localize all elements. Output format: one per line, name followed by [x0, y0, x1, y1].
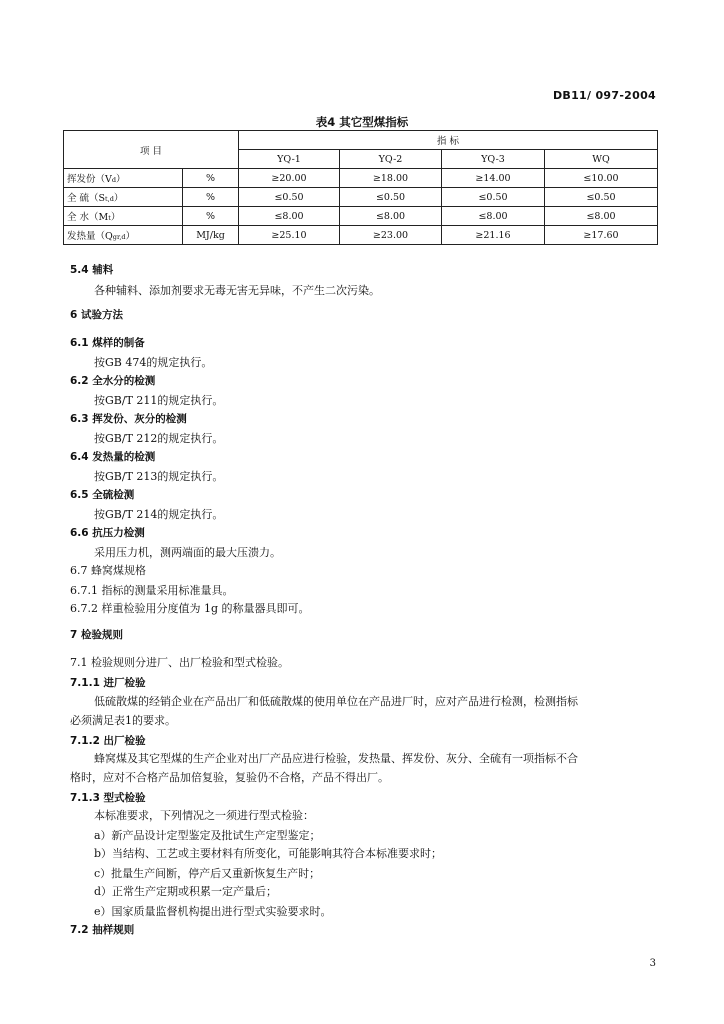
coal-index-table — [63, 130, 658, 245]
body-text: 7.1 检验规则分进厂、出厂检验和型式检验。 — [70, 656, 289, 669]
cell-value: ≥20.00 — [239, 169, 340, 188]
body-text: 格时，应对不合格产品加倍复验，复验仍不合格，产品不得出厂。 — [70, 771, 389, 784]
body-text: 按GB/T 211的规定执行。 — [94, 394, 224, 407]
body-text: 6.7 蜂窝煤规格 — [70, 564, 146, 577]
section-heading: 6.2 全水分的检测 — [70, 375, 156, 387]
row-label-close: ） — [113, 193, 124, 204]
body-text: 6.7.1 指标的测量采用标准量具。 — [70, 584, 234, 597]
body-text: d）正常生产定期或积累一定产量后； — [94, 885, 278, 898]
section-heading: 6.1 煤样的制备 — [70, 337, 145, 349]
body-text: 6.7.2 样重检验用分度值为 1g 的称量器具即可。 — [70, 602, 310, 615]
grade-column-header: YQ-2 — [340, 150, 442, 169]
section-heading: 6 试验方法 — [70, 309, 123, 321]
index-header: 指 标 — [239, 131, 658, 150]
cell-value: ≤8.00 — [545, 207, 658, 226]
body-text: a）新产品设计定型鉴定及批试生产定型鉴定； — [94, 829, 321, 842]
grade-column-header: YQ-3 — [442, 150, 545, 169]
row-label-subscript: t — [108, 214, 111, 222]
body-text: 按GB/T 212的规定执行。 — [94, 432, 224, 445]
table-row — [64, 226, 658, 245]
cell-value: ≤0.50 — [239, 188, 340, 207]
row-unit: MJ/kg — [183, 226, 239, 245]
section-heading: 5.4 辅料 — [70, 264, 114, 276]
table-row — [64, 207, 658, 226]
cell-value: ≥17.60 — [545, 226, 658, 245]
document-code: DB11/ 097-2004 — [552, 89, 656, 102]
row-label-subscript: t,d — [105, 195, 114, 203]
table-row — [64, 169, 658, 188]
body-text: 蜂窝煤及其它型煤的生产企业对出厂产品应进行检验，发热量、挥发份、灰分、全硫有一项指标不合 — [94, 752, 578, 765]
section-heading: 6.3 挥发份、灰分的检测 — [70, 413, 187, 425]
row-label-text: 挥发份（V — [67, 174, 112, 185]
row-label-close: ） — [125, 231, 136, 242]
row-label — [64, 207, 183, 226]
cell-value: ≥25.10 — [239, 226, 340, 245]
section-heading: 6.4 发热量的检测 — [70, 451, 156, 463]
cell-value: ≤8.00 — [340, 207, 442, 226]
cell-value: ≤8.00 — [239, 207, 340, 226]
row-label-text: 全 硫（S — [67, 193, 106, 204]
body-text: 按GB 474的规定执行。 — [94, 356, 213, 369]
grade-column-header: WQ — [545, 150, 658, 169]
body-text: 按GB/T 213的规定执行。 — [94, 470, 224, 483]
body-text: 必须满足表1的要求。 — [70, 714, 176, 727]
table-title: 表4 其它型煤指标 — [315, 115, 409, 129]
cell-value: ≤0.50 — [442, 188, 545, 207]
section-heading: 6.5 全硫检测 — [70, 489, 135, 501]
row-label — [64, 169, 183, 188]
cell-value: ≥23.00 — [340, 226, 442, 245]
body-text: c）批量生产间断，停产后又重新恢复生产时； — [94, 867, 321, 880]
page-number: 3 — [649, 958, 656, 969]
row-label-close: ） — [110, 212, 121, 223]
body-text: 各种辅料、添加剂要求无毒无害无异味，不产生二次污染。 — [94, 284, 380, 297]
row-label — [64, 226, 183, 245]
row-label-subscript: gr,d — [112, 233, 126, 241]
row-label-text: 全 水（M — [67, 212, 109, 223]
row-unit: % — [183, 169, 239, 188]
row-label-text: 发热量（Q — [67, 231, 113, 242]
body-text: b）当结构、工艺或主要材料有所变化，可能影响其符合本标准要求时； — [94, 847, 443, 860]
cell-value: ≥21.16 — [442, 226, 545, 245]
body-text: 采用压力机，测两端面的最大压溃力。 — [94, 546, 281, 559]
row-unit: % — [183, 207, 239, 226]
table-row — [64, 188, 658, 207]
row-label — [64, 188, 183, 207]
cell-value: ≤8.00 — [442, 207, 545, 226]
body-text: 低硫散煤的经销企业在产品出厂和低硫散煤的使用单位在产品进厂时，应对产品进行检测，检测指标 — [94, 695, 578, 708]
cell-value: ≤10.00 — [545, 169, 658, 188]
row-label-subscript: d — [111, 176, 117, 184]
section-heading: 7.1.2 出厂检验 — [70, 735, 146, 747]
cell-value: ≥18.00 — [340, 169, 442, 188]
cell-value: ≤0.50 — [340, 188, 442, 207]
row-label-close: ） — [116, 174, 126, 185]
section-heading: 6.6 抗压力检测 — [70, 527, 145, 539]
cell-value: ≤0.50 — [545, 188, 658, 207]
item-header: 项 目 — [64, 131, 239, 169]
section-heading: 7.1.1 进厂检验 — [70, 677, 146, 689]
body-text: 本标准要求，下列情况之一须进行型式检验： — [94, 809, 314, 822]
row-unit: % — [183, 188, 239, 207]
body-text: 按GB/T 214的规定执行。 — [94, 508, 224, 521]
grade-column-header: YQ-1 — [239, 150, 340, 169]
body-text: e）国家质量监督机构提出进行型式实验要求时。 — [94, 905, 332, 918]
section-heading: 7.1.3 型式检验 — [70, 792, 146, 804]
section-heading: 7 检验规则 — [70, 629, 123, 641]
cell-value: ≥14.00 — [442, 169, 545, 188]
section-heading: 7.2 抽样规则 — [70, 924, 135, 936]
